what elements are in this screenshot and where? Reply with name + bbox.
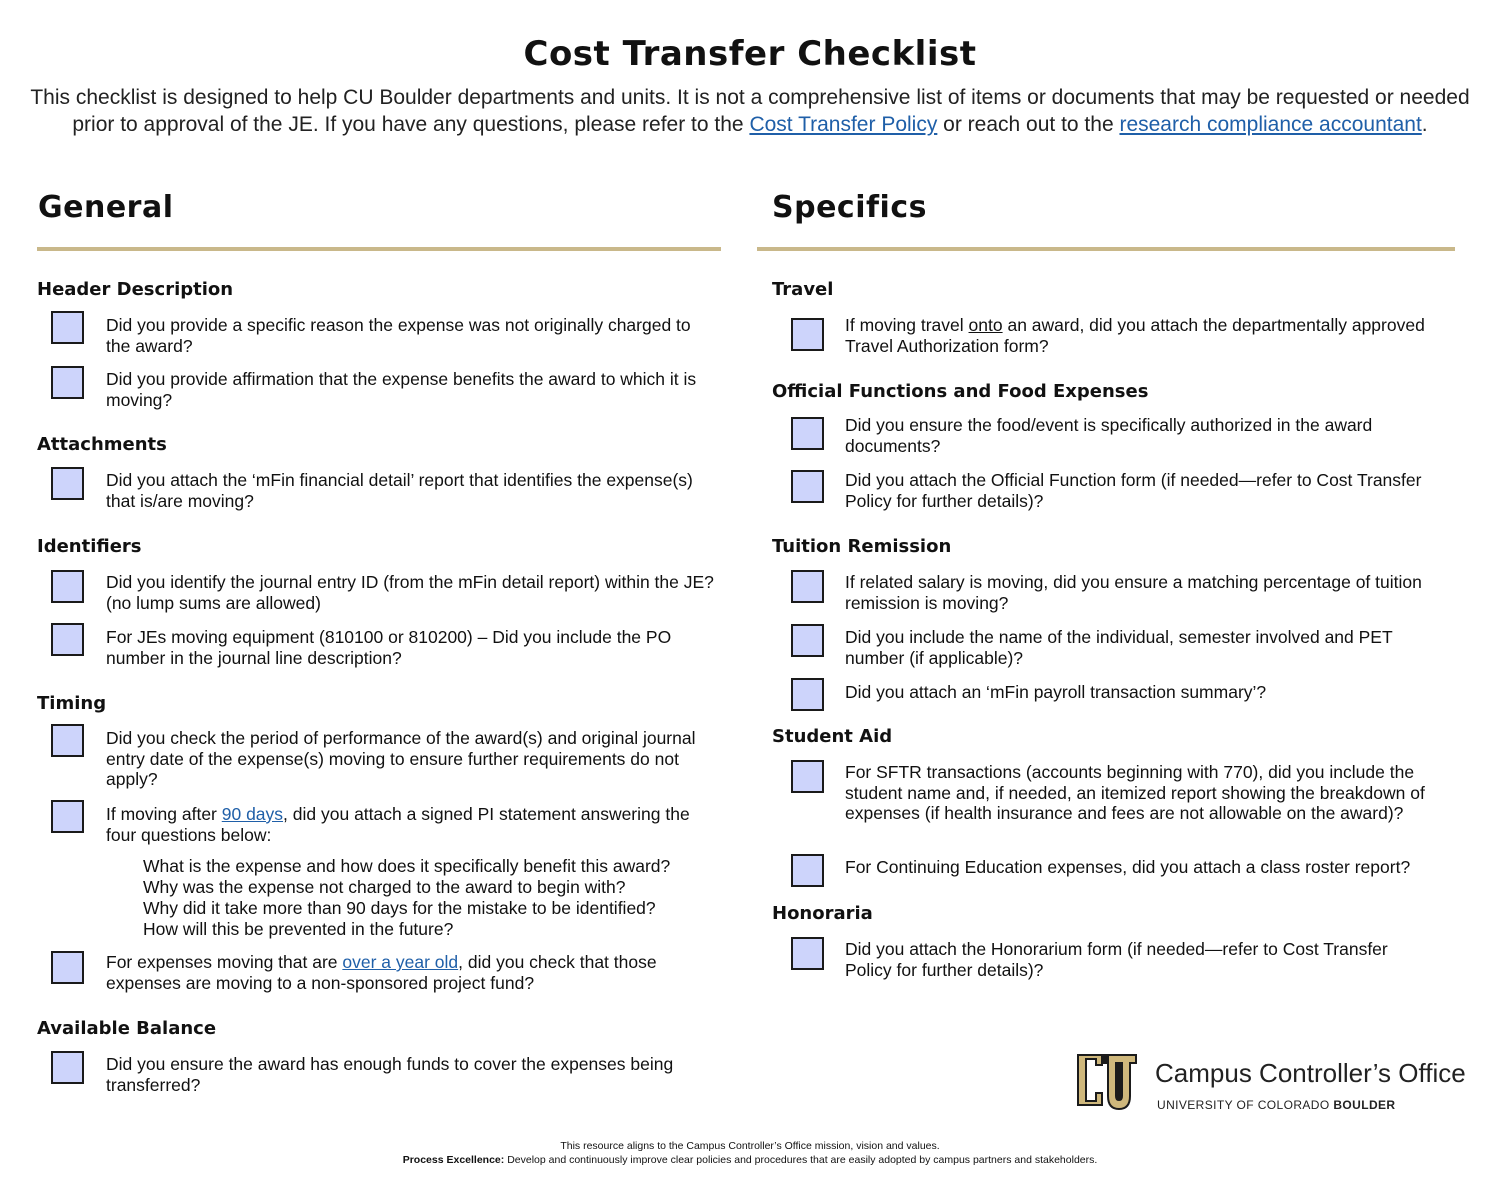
section-identifiers: Identifiers xyxy=(37,536,142,557)
ninety-days-link[interactable]: 90 days xyxy=(221,804,284,824)
item-travel-text-end: an award, did you attach the departmentally approved Travel Authorization form? xyxy=(845,315,1425,356)
item-header-affirmation: Did you provide affirmation that the expense benefits the award to which it is moving? xyxy=(106,369,697,410)
section-travel: Travel xyxy=(772,279,834,300)
footer-process-text: Develop and continuously improve clear policies and procedures that are easily adopted by campus partners and stakeholders. xyxy=(504,1154,1098,1166)
intro-text: This checklist is designed to help CU Boulder departments and units. It is not a comprehensive list of items or documents that may be requested or needed prior to approval of the JE. If you have any questions, please refer to the xyxy=(30,86,1470,136)
checkbox-tuition-matching[interactable] xyxy=(791,570,824,603)
item-header-reason: Did you provide a specific reason the expense was not originally charged to the award? xyxy=(106,315,691,356)
general-divider xyxy=(37,247,721,251)
footer-process-excellence xyxy=(0,1154,1500,1166)
item-sftr-transactions: For SFTR transactions (accounts beginning with 770), did you include the student name and, if needed, an itemized report showing the breakdown of expenses (if health insurance and fees are not allowable on the award)? xyxy=(845,762,1425,823)
item-payroll-summary: Did you attach an ‘mFin payroll transaction summary’? xyxy=(845,682,1267,702)
specifics-heading: Specifics xyxy=(772,190,927,225)
general-column xyxy=(37,190,721,251)
pi-question: What is the expense and how does it specifically benefit this award? xyxy=(143,856,671,876)
checkbox-header-reason[interactable] xyxy=(51,311,84,344)
specifics-divider xyxy=(757,247,1455,251)
checkbox-honorarium-form[interactable] xyxy=(791,937,824,970)
item-over-year-old xyxy=(106,952,718,993)
section-honoraria: Honoraria xyxy=(772,903,873,924)
checkbox-travel-authorization[interactable] xyxy=(791,318,824,351)
checkbox-pi-statement[interactable] xyxy=(51,800,84,833)
item-pi-statement-text: If moving after xyxy=(106,804,222,824)
specifics-column xyxy=(757,190,1455,251)
campus-label: BOULDER xyxy=(1333,1098,1396,1112)
section-student-aid: Student Aid xyxy=(772,726,893,747)
checkbox-enough-funds[interactable] xyxy=(51,1051,84,1084)
checkbox-equipment-po[interactable] xyxy=(51,623,84,656)
checkbox-sftr-transactions[interactable] xyxy=(791,760,824,793)
item-pi-statement xyxy=(106,804,718,845)
over-a-year-old-link[interactable]: over a year old xyxy=(342,952,459,972)
item-period-of-performance: Did you check the period of performance of the award(s) and original journal entry date of the expense(s) moving to ensure further requirements do not apply? xyxy=(106,728,696,789)
item-official-function-form: Did you attach the Official Function form (if needed—refer to Cost Transfer Policy for further details)? xyxy=(845,470,1422,511)
section-food: Official Functions and Food Expenses xyxy=(772,381,1149,402)
item-over-year-old-text: For expenses moving that are xyxy=(106,952,343,972)
item-travel-authorization xyxy=(845,315,1435,356)
section-attachments: Attachments xyxy=(37,434,167,455)
research-compliance-accountant-link[interactable]: research compliance accountant xyxy=(1119,113,1422,136)
item-tuition-matching: If related salary is moving, did you ensure a matching percentage of tuition remission is moving? xyxy=(845,572,1422,613)
section-header-description: Header Description xyxy=(37,279,234,300)
checkbox-period-of-performance[interactable] xyxy=(51,724,84,757)
general-heading: General xyxy=(38,190,174,225)
item-class-roster: For Continuing Education expenses, did you attach a class roster report? xyxy=(845,857,1411,877)
checkbox-payroll-summary[interactable] xyxy=(791,678,824,711)
item-travel-text: If moving travel xyxy=(845,315,969,335)
checkbox-over-year-old[interactable] xyxy=(51,951,84,984)
checkbox-individual-name[interactable] xyxy=(791,624,824,657)
page-title: Cost Transfer Checklist xyxy=(523,34,977,74)
intro-text-end: . xyxy=(1421,113,1428,136)
section-tuition: Tuition Remission xyxy=(772,536,952,557)
item-individual-name: Did you include the name of the individual, semester involved and PET number (if applicable)? xyxy=(845,627,1393,668)
section-timing: Timing xyxy=(37,693,107,714)
checkbox-class-roster[interactable] xyxy=(791,854,824,887)
pi-questions-list xyxy=(143,856,723,940)
item-food-authorized: Did you ensure the food/event is specifically authorized in the award documents? xyxy=(845,415,1373,456)
university-name xyxy=(1157,1098,1395,1112)
checkbox-identify-je-id[interactable] xyxy=(51,570,84,603)
item-pi-statement-text-end: , did you attach a signed PI statement answering the four questions below: xyxy=(106,804,690,845)
cost-transfer-policy-link[interactable]: Cost Transfer Policy xyxy=(749,113,938,136)
item-travel-onto: onto xyxy=(968,315,1003,335)
checkbox-food-authorized[interactable] xyxy=(791,417,824,450)
university-label: UNIVERSITY OF COLORADO xyxy=(1157,1098,1330,1112)
pi-question: Why was the expense not charged to the award to begin with? xyxy=(143,877,626,897)
footer-bold-label: Process Excellence: xyxy=(402,1154,505,1166)
checkbox-official-function-form[interactable] xyxy=(791,470,824,503)
pi-question: Why did it take more than 90 days for the mistake to be identified? xyxy=(143,898,656,918)
intro-paragraph xyxy=(30,84,1470,138)
office-name: Campus Controller’s Office xyxy=(1155,1058,1466,1088)
item-attach-mfin-report: Did you attach the ‘mFin financial detail’ report that identifies the expense(s) that is/are moving? xyxy=(106,470,693,511)
item-identify-je-id: Did you identify the journal entry ID (from the mFin detail report) within the JE? (no lump sums are allowed) xyxy=(106,572,714,613)
cu-boulder-logo-icon xyxy=(1073,1046,1141,1114)
intro-text-middle: or reach out to the xyxy=(937,113,1120,136)
checkbox-header-affirmation[interactable] xyxy=(51,366,84,399)
item-over-year-old-text-end: , did you check that those expenses are moving to a non-sponsored project fund? xyxy=(106,952,657,993)
checkbox-attach-mfin-report[interactable] xyxy=(51,467,84,500)
item-honorarium-form: Did you attach the Honorarium form (if needed—refer to Cost Transfer Policy for further details)? xyxy=(845,939,1388,980)
item-equipment-po: For JEs moving equipment (810100 or 810200) – Did you include the PO number in the journal line description? xyxy=(106,627,672,668)
footer-alignment: This resource aligns to the Campus Controller’s Office mission, vision and values. xyxy=(560,1140,940,1152)
item-enough-funds: Did you ensure the award has enough funds to cover the expenses being transferred? xyxy=(106,1054,674,1095)
section-available-balance: Available Balance xyxy=(37,1018,217,1039)
pi-question: How will this be prevented in the future? xyxy=(143,919,454,939)
